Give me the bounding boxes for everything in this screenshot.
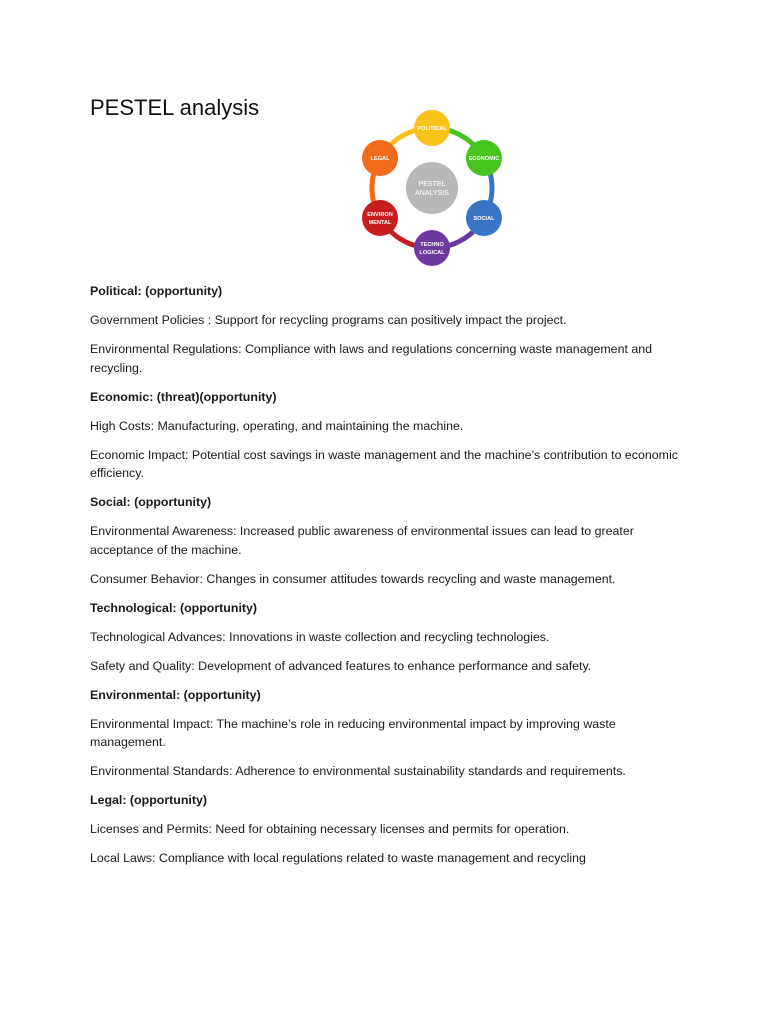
section-item: Environmental Regulations: Compliance with laws and regulations concerning waste management and recycling. — [90, 342, 653, 375]
section-heading: Economic: (threat)(opportunity) — [90, 389, 277, 404]
section-item: Consumer Behavior: Changes in consumer attitudes towards recycling and waste management. — [90, 571, 616, 586]
section-heading: Legal: (opportunity) — [90, 793, 208, 807]
section-heading: Political: (opportunity) — [90, 284, 223, 298]
diagram-node-label: POLITICAL — [417, 126, 447, 132]
document-body — [90, 282, 690, 878]
section-item: Licenses and Permits: Need for obtaining necessary licenses and permits for operation. — [90, 822, 570, 836]
section-item: Safety and Quality: Development of advanced features to enhance performance and safety. — [90, 658, 592, 673]
section-item: Environmental Awareness: Increased public awareness of environmental issues can lead to greater acceptance of the machine. — [90, 524, 634, 557]
diagram-node-label: MENTAL — [368, 220, 392, 226]
section-item: Environmental Impact: The machine’s role in reducing environmental impact by improving waste management. — [90, 716, 616, 749]
diagram-node-label: TECHNO — [420, 242, 444, 248]
diagram-center-label: ANALYSIS — [415, 190, 449, 197]
diagram-nodes — [362, 110, 502, 266]
diagram-node — [362, 200, 398, 236]
diagram-node-label: LEGAL — [370, 156, 390, 162]
page-title: PESTEL analysis — [90, 95, 260, 120]
section-heading: Environmental: (opportunity) — [90, 687, 261, 702]
diagram-node — [414, 230, 450, 266]
section-item: High Costs: Manufacturing, operating, and maintaining the machine. — [90, 418, 464, 433]
section-item: Government Policies : Support for recycling programs can positively impact the project. — [90, 313, 567, 327]
diagram-node-label: ECONOMIC — [468, 156, 500, 162]
section-heading: Technological: (opportunity) — [90, 600, 258, 615]
diagram-node-label: LOGICAL — [419, 250, 445, 256]
section-item: Technological Advances: Innovations in waste collection and recycling technologies. — [90, 629, 550, 644]
section-heading: Social: (opportunity) — [90, 495, 212, 509]
section-item: Economic Impact: Potential cost savings in waste management and the machine’s contribution to economic efficiency. — [90, 447, 678, 480]
section-item: Environmental Standards: Adherence to environmental sustainability standards and requirements. — [90, 764, 626, 778]
diagram-center — [406, 162, 458, 214]
diagram-node-label: SOCIAL — [473, 216, 495, 222]
section-item: Local Laws: Compliance with local regulations related to waste management and recycling — [90, 851, 586, 865]
pestel-diagram — [352, 105, 512, 275]
diagram-center-label: PESTEL — [418, 181, 446, 188]
diagram-node-label: ENVIRON — [367, 212, 393, 218]
